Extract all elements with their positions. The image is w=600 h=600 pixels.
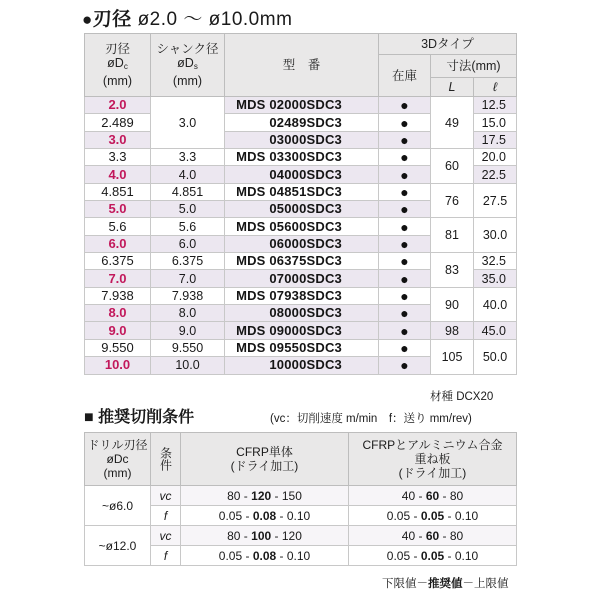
cell-L: 81	[431, 218, 474, 253]
cell-model: MDS 09550SDC3	[225, 339, 379, 356]
cell-dia: 9.0	[85, 322, 151, 339]
header-drill-dia-unit: (mm)	[103, 466, 132, 480]
stock-mark-icon: ●	[379, 287, 431, 304]
cell-shank: 8.0	[151, 305, 225, 322]
cell-model: MDS 05600SDC3	[225, 218, 379, 235]
cell-l: 17.5	[474, 131, 517, 148]
stock-mark-icon: ●	[379, 339, 431, 356]
header-l: ℓ	[474, 78, 517, 97]
condition-row	[85, 486, 517, 506]
cell-dia: 6.0	[85, 235, 151, 252]
cond-alu-value: 40 - 60 - 80	[349, 526, 517, 546]
cond-sym: f	[151, 546, 181, 566]
cond-cfrp-value: 0.05 - 0.08 - 0.10	[181, 506, 349, 526]
cond-sym: vc	[151, 526, 181, 546]
cell-shank: 6.0	[151, 235, 225, 252]
cell-l: 20.0	[474, 149, 517, 166]
header-cfrp	[181, 433, 349, 486]
header-cutting-dia-sym: $øD_c$	[107, 56, 128, 71]
stock-mark-icon: ●	[379, 235, 431, 252]
cell-l: 40.0	[474, 287, 517, 322]
cell-shank: 6.375	[151, 253, 225, 270]
cell-model: MDS 06375SDC3	[225, 253, 379, 270]
material-grade: 材種 DCX20	[430, 391, 494, 403]
stock-mark-icon: ●	[379, 322, 431, 339]
cell-model: 04000SDC3	[225, 166, 379, 183]
cell-L: 90	[431, 287, 474, 322]
product-table	[84, 33, 517, 375]
cell-l: 45.0	[474, 322, 517, 339]
header-shank-dia-sym: $øD_s$	[177, 56, 198, 71]
cell-dia: 2.0	[85, 97, 151, 114]
cell-L: 105	[431, 339, 474, 374]
section-title	[82, 4, 292, 31]
stock-mark-icon: ●	[379, 218, 431, 235]
cell-dia: 8.0	[85, 305, 151, 322]
header-condition-label: 条件	[158, 447, 173, 471]
cell-dia: 5.6	[85, 218, 151, 235]
header-cutting-dia	[85, 34, 151, 97]
title-bullet: ●	[82, 10, 93, 29]
table-row	[85, 253, 517, 270]
header-condition	[151, 433, 181, 486]
stock-mark-icon: ●	[379, 114, 431, 131]
cell-dia: 4.0	[85, 166, 151, 183]
cond-dia: ~ø12.0	[85, 526, 151, 566]
table-row	[85, 322, 517, 339]
cell-model: MDS 02000SDC3	[225, 97, 379, 114]
cell-L: 98	[431, 322, 474, 339]
stock-mark-icon: ●	[379, 253, 431, 270]
cell-l: 32.5	[474, 253, 517, 270]
cond-alu-value: 40 - 60 - 80	[349, 486, 517, 506]
header-3d-type: 3Dタイプ	[379, 34, 517, 55]
cell-model: 06000SDC3	[225, 235, 379, 252]
stock-mark-icon: ●	[379, 166, 431, 183]
cell-model: MDS 09000SDC3	[225, 322, 379, 339]
cell-dia: 3.0	[85, 131, 151, 148]
header-model: 型 番	[225, 34, 379, 97]
table-row	[85, 287, 517, 304]
cell-l: 22.5	[474, 166, 517, 183]
cond-alu-value: 0.05 - 0.05 - 0.10	[349, 506, 517, 526]
cell-dia: 7.0	[85, 270, 151, 287]
header-drill-dia	[85, 433, 151, 486]
header-shank-dia	[151, 34, 225, 97]
header-cutting-dia-label: 刃径	[104, 42, 130, 56]
cell-model: MDS 03300SDC3	[225, 149, 379, 166]
cell-shank: 7.938	[151, 287, 225, 304]
cond-sym: f	[151, 506, 181, 526]
cell-shank: 7.0	[151, 270, 225, 287]
table-row	[85, 218, 517, 235]
cell-model: 03000SDC3	[225, 131, 379, 148]
cell-dia: 4.851	[85, 183, 151, 200]
cell-dia: 5.0	[85, 201, 151, 218]
header-drill-dia-sym: øDc	[106, 452, 129, 466]
title-range: ø2.0 ～ ø10.0mm	[137, 9, 293, 30]
cond-cfrp-value: 80 - 120 - 150	[181, 486, 349, 506]
cell-shank: 9.550	[151, 339, 225, 356]
header-L: L	[431, 78, 474, 97]
conditions-title: ■ 推奨切削条件	[84, 409, 195, 426]
cell-l: 12.5	[474, 97, 517, 114]
title-label: 刃径	[92, 9, 132, 30]
stock-mark-icon: ●	[379, 270, 431, 287]
header-shank-dia-label: シャンク径	[156, 42, 219, 56]
cell-l: 15.0	[474, 114, 517, 131]
table-row	[85, 183, 517, 200]
cell-L: 60	[431, 149, 474, 184]
cell-dia: 9.550	[85, 339, 151, 356]
header-stock: 在庫	[379, 55, 431, 97]
cell-dia: 2.489	[85, 114, 151, 131]
table-row	[85, 97, 517, 114]
table-row	[85, 339, 517, 356]
conditions-note: (vc：切削速度 m/min f：送り mm/rev)	[270, 413, 472, 425]
header-cfrp-sub: (ドライ加工)	[230, 459, 299, 473]
cond-cfrp-value: 80 - 100 - 120	[181, 526, 349, 546]
cell-model: 08000SDC3	[225, 305, 379, 322]
cell-shank: 10.0	[151, 357, 225, 374]
stock-mark-icon: ●	[379, 357, 431, 374]
cell-dia: 7.938	[85, 287, 151, 304]
cell-model: 02489SDC3	[225, 114, 379, 131]
cell-L: 76	[431, 183, 474, 218]
stock-mark-icon: ●	[379, 183, 431, 200]
cond-dia: ~ø6.0	[85, 486, 151, 526]
stock-mark-icon: ●	[379, 305, 431, 322]
cell-dia: 3.3	[85, 149, 151, 166]
cond-cfrp-value: 0.05 - 0.08 - 0.10	[181, 546, 349, 566]
header-drill-dia-label: ドリル刃径	[87, 438, 148, 452]
cell-shank: 4.0	[151, 166, 225, 183]
cell-model: MDS 07938SDC3	[225, 287, 379, 304]
cell-l: 27.5	[474, 183, 517, 218]
table-row	[85, 149, 517, 166]
condition-row	[85, 526, 517, 546]
cell-model: 05000SDC3	[225, 201, 379, 218]
header-cfrp-label: CFRP単体	[236, 445, 293, 459]
cell-l: 30.0	[474, 218, 517, 253]
cell-model: 10000SDC3	[225, 357, 379, 374]
cell-model: MDS 04851SDC3	[225, 183, 379, 200]
cell-shank: 5.6	[151, 218, 225, 235]
header-alu-sub: (ドライ加工)	[398, 466, 467, 480]
cell-shank: 3.3	[151, 149, 225, 166]
cell-shank: 3.0	[151, 97, 225, 149]
cell-L: 49	[431, 97, 474, 149]
range-legend: 下限値－推奨値－上限値	[382, 578, 509, 590]
header-alu	[349, 433, 517, 486]
header-alu-label: CFRPとアルミニウム合金重ね板	[362, 438, 503, 466]
cell-shank: 9.0	[151, 322, 225, 339]
cell-shank: 5.0	[151, 201, 225, 218]
stock-mark-icon: ●	[379, 131, 431, 148]
cell-l: 35.0	[474, 270, 517, 287]
stock-mark-icon: ●	[379, 97, 431, 114]
cell-L: 83	[431, 253, 474, 288]
cell-dia: 10.0	[85, 357, 151, 374]
cell-l: 50.0	[474, 339, 517, 374]
cond-alu-value: 0.05 - 0.05 - 0.10	[349, 546, 517, 566]
conditions-table	[84, 432, 517, 566]
header-shank-dia-unit: (mm)	[172, 74, 203, 88]
stock-mark-icon: ●	[379, 201, 431, 218]
cond-sym: vc	[151, 486, 181, 506]
cell-model: 07000SDC3	[225, 270, 379, 287]
header-cutting-dia-unit: (mm)	[102, 74, 133, 88]
stock-mark-icon: ●	[379, 149, 431, 166]
cell-dia: 6.375	[85, 253, 151, 270]
cell-shank: 4.851	[151, 183, 225, 200]
header-dims: 寸法(mm)	[431, 55, 517, 78]
